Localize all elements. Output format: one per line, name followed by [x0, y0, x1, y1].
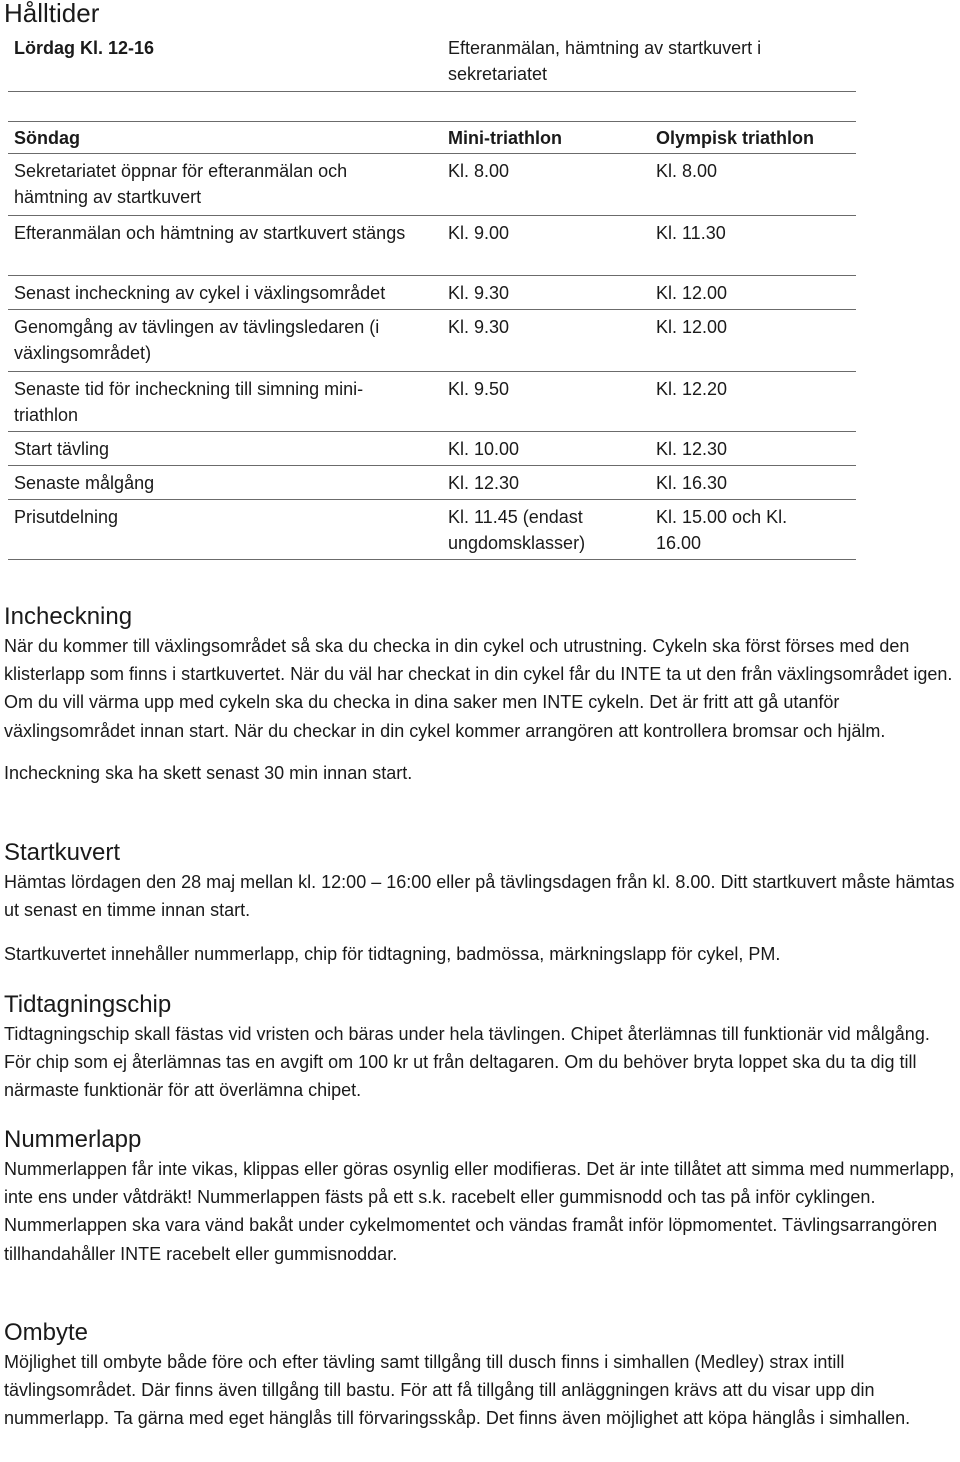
- row-mini-time: Kl. 9.50: [448, 379, 510, 399]
- table-row: [8, 276, 856, 310]
- row-olympic-time: Kl. 15.00 och Kl. 16.00: [656, 507, 788, 553]
- row-olympic-time: Kl. 12.00: [656, 317, 728, 337]
- section-startkuvert: [4, 838, 960, 969]
- section-paragraph: Tidtagningschip skall fästas vid vristen och bäras under hela tävlingen. Chipet återlämnas till funktionär vid målgång. För chip som ej återlämnas tas en avgift om 100 kr ut från deltagaren. Om du behöver bryta loppet ska du ta dig till närmaste funktionär för att överlämna chipet.: [4, 1024, 930, 1101]
- section-heading: Startkuvert: [4, 839, 121, 866]
- section-paragraph: När du kommer till växlingsområdet så ska du checka in din cykel och utrustning. Cykeln ska först förses med den klisterlapp som finns i startkuvertet. När du väl har checkat in din cykel får du INTE ta ut den från växlingsområdet igen. Om du vill värma upp med cykeln ska du checka in dina saker men INTE cykeln. Det är fritt att gå utanför växlingsområdet innan start. När du checkar in din cykel kommer arrangören att kontrollera bromsar och hjälm.: [4, 636, 953, 741]
- table-row: [8, 466, 856, 500]
- row-mini-time: Kl. 12.30: [448, 473, 520, 493]
- table-row: [8, 310, 856, 372]
- section-heading: Tidtagningschip: [4, 991, 172, 1018]
- section-heading: Incheckning: [4, 603, 133, 630]
- page-title: Hålltider: [4, 0, 100, 28]
- row-mini-time: Kl. 11.45 (endast ungdomsklasser): [448, 507, 586, 553]
- spacer-row: [8, 92, 856, 122]
- row-mini-time: Kl. 8.00: [448, 161, 510, 181]
- section-paragraph: Startkuvertet innehåller nummerlapp, chip för tidtagning, badmössa, märkningslapp för cykel, PM.: [4, 944, 781, 965]
- row-olympic-time: Kl. 12.30: [656, 439, 728, 459]
- row-mini-time: Kl. 9.30: [448, 317, 510, 337]
- section-paragraph: Hämtas lördagen den 28 maj mellan kl. 12:00 – 16:00 eller på tävlingsdagen från kl. 8.00. Ditt startkuvert måste hämtas ut senast en timme innan start.: [4, 872, 955, 921]
- row-mini-time: Kl. 10.00: [448, 439, 520, 459]
- schedule-table: [8, 30, 856, 560]
- row-olympic-time: Kl. 16.30: [656, 473, 728, 493]
- row-olympic-time: Kl. 11.30: [656, 223, 726, 243]
- section-ombyte: [4, 1318, 960, 1433]
- sunday-header-label: Söndag: [14, 128, 80, 148]
- section-nummerlapp: [4, 1125, 960, 1268]
- table-row: [8, 500, 856, 560]
- section-tidtagningschip: [4, 990, 960, 1105]
- row-label: Senast incheckning av cykel i växlingsområdet: [14, 283, 386, 303]
- saturday-text: Efteranmälan, hämtning av startkuvert i sekretariatet: [448, 38, 762, 84]
- row-label: Genomgång av tävlingen av tävlingsledaren (i växlingsområdet): [14, 317, 380, 363]
- olympic-triathlon-header: Olympisk triathlon: [656, 128, 815, 148]
- section-incheckning: [4, 602, 960, 787]
- row-olympic-time: Kl. 12.20: [656, 379, 728, 399]
- mini-triathlon-header: Mini-triathlon: [448, 128, 562, 148]
- row-label: Efteranmälan och hämtning av startkuvert stängs: [14, 223, 406, 243]
- sunday-header-row: [8, 122, 856, 154]
- row-label: Sekretariatet öppnar för efteranmälan och hämtning av startkuvert: [14, 161, 348, 207]
- row-label: Senaste målgång: [14, 473, 155, 493]
- row-label: Senaste tid för incheckning till simning mini-triathlon: [14, 379, 364, 425]
- row-label: Prisutdelning: [14, 507, 119, 527]
- section-heading: Nummerlapp: [4, 1126, 142, 1153]
- section-paragraph: Möjlighet till ombyte både före och efter tävling samt tillgång till dusch finns i simhallen (Medley) strax intill tävlingsområdet. Där finns även tillgång till bastu. För att få tillgång till anläggningen krävs att du visar upp din nummerlapp. Ta gärna med eget hänglås till förvaringsskåp. Det finns även möjlighet att köpa hänglås i simhallen.: [4, 1352, 911, 1429]
- row-label: Start tävling: [14, 439, 110, 459]
- section-paragraph: Nummerlappen får inte vikas, klippas eller göras osynlig eller modifieras. Det är inte tillåtet att simma med nummerlapp, inte ens under våtdräkt! Nummerlappen fästs på ett s.k. racebelt eller gummisnodd och tas på inför cyklingen. Nummerlappen ska vara vänd bakåt under cykelmomentet och vändas framåt inför löpmomentet. Tävlingsarrangören tillhandahåller INTE racebelt eller gummisnoddar.: [4, 1159, 955, 1264]
- table-row: [8, 372, 856, 432]
- saturday-row: [8, 30, 856, 92]
- row-olympic-time: Kl. 12.00: [656, 283, 728, 303]
- table-row: [8, 154, 856, 216]
- table-row: [8, 432, 856, 466]
- row-olympic-time: Kl. 8.00: [656, 161, 718, 181]
- section-heading: Ombyte: [4, 1319, 89, 1346]
- row-mini-time: Kl. 9.30: [448, 283, 510, 303]
- table-row: [8, 216, 856, 276]
- row-mini-time: Kl. 9.00: [448, 223, 510, 243]
- saturday-label: Lördag Kl. 12-16: [14, 38, 155, 58]
- section-paragraph: Incheckning ska ha skett senast 30 min innan start.: [4, 762, 413, 783]
